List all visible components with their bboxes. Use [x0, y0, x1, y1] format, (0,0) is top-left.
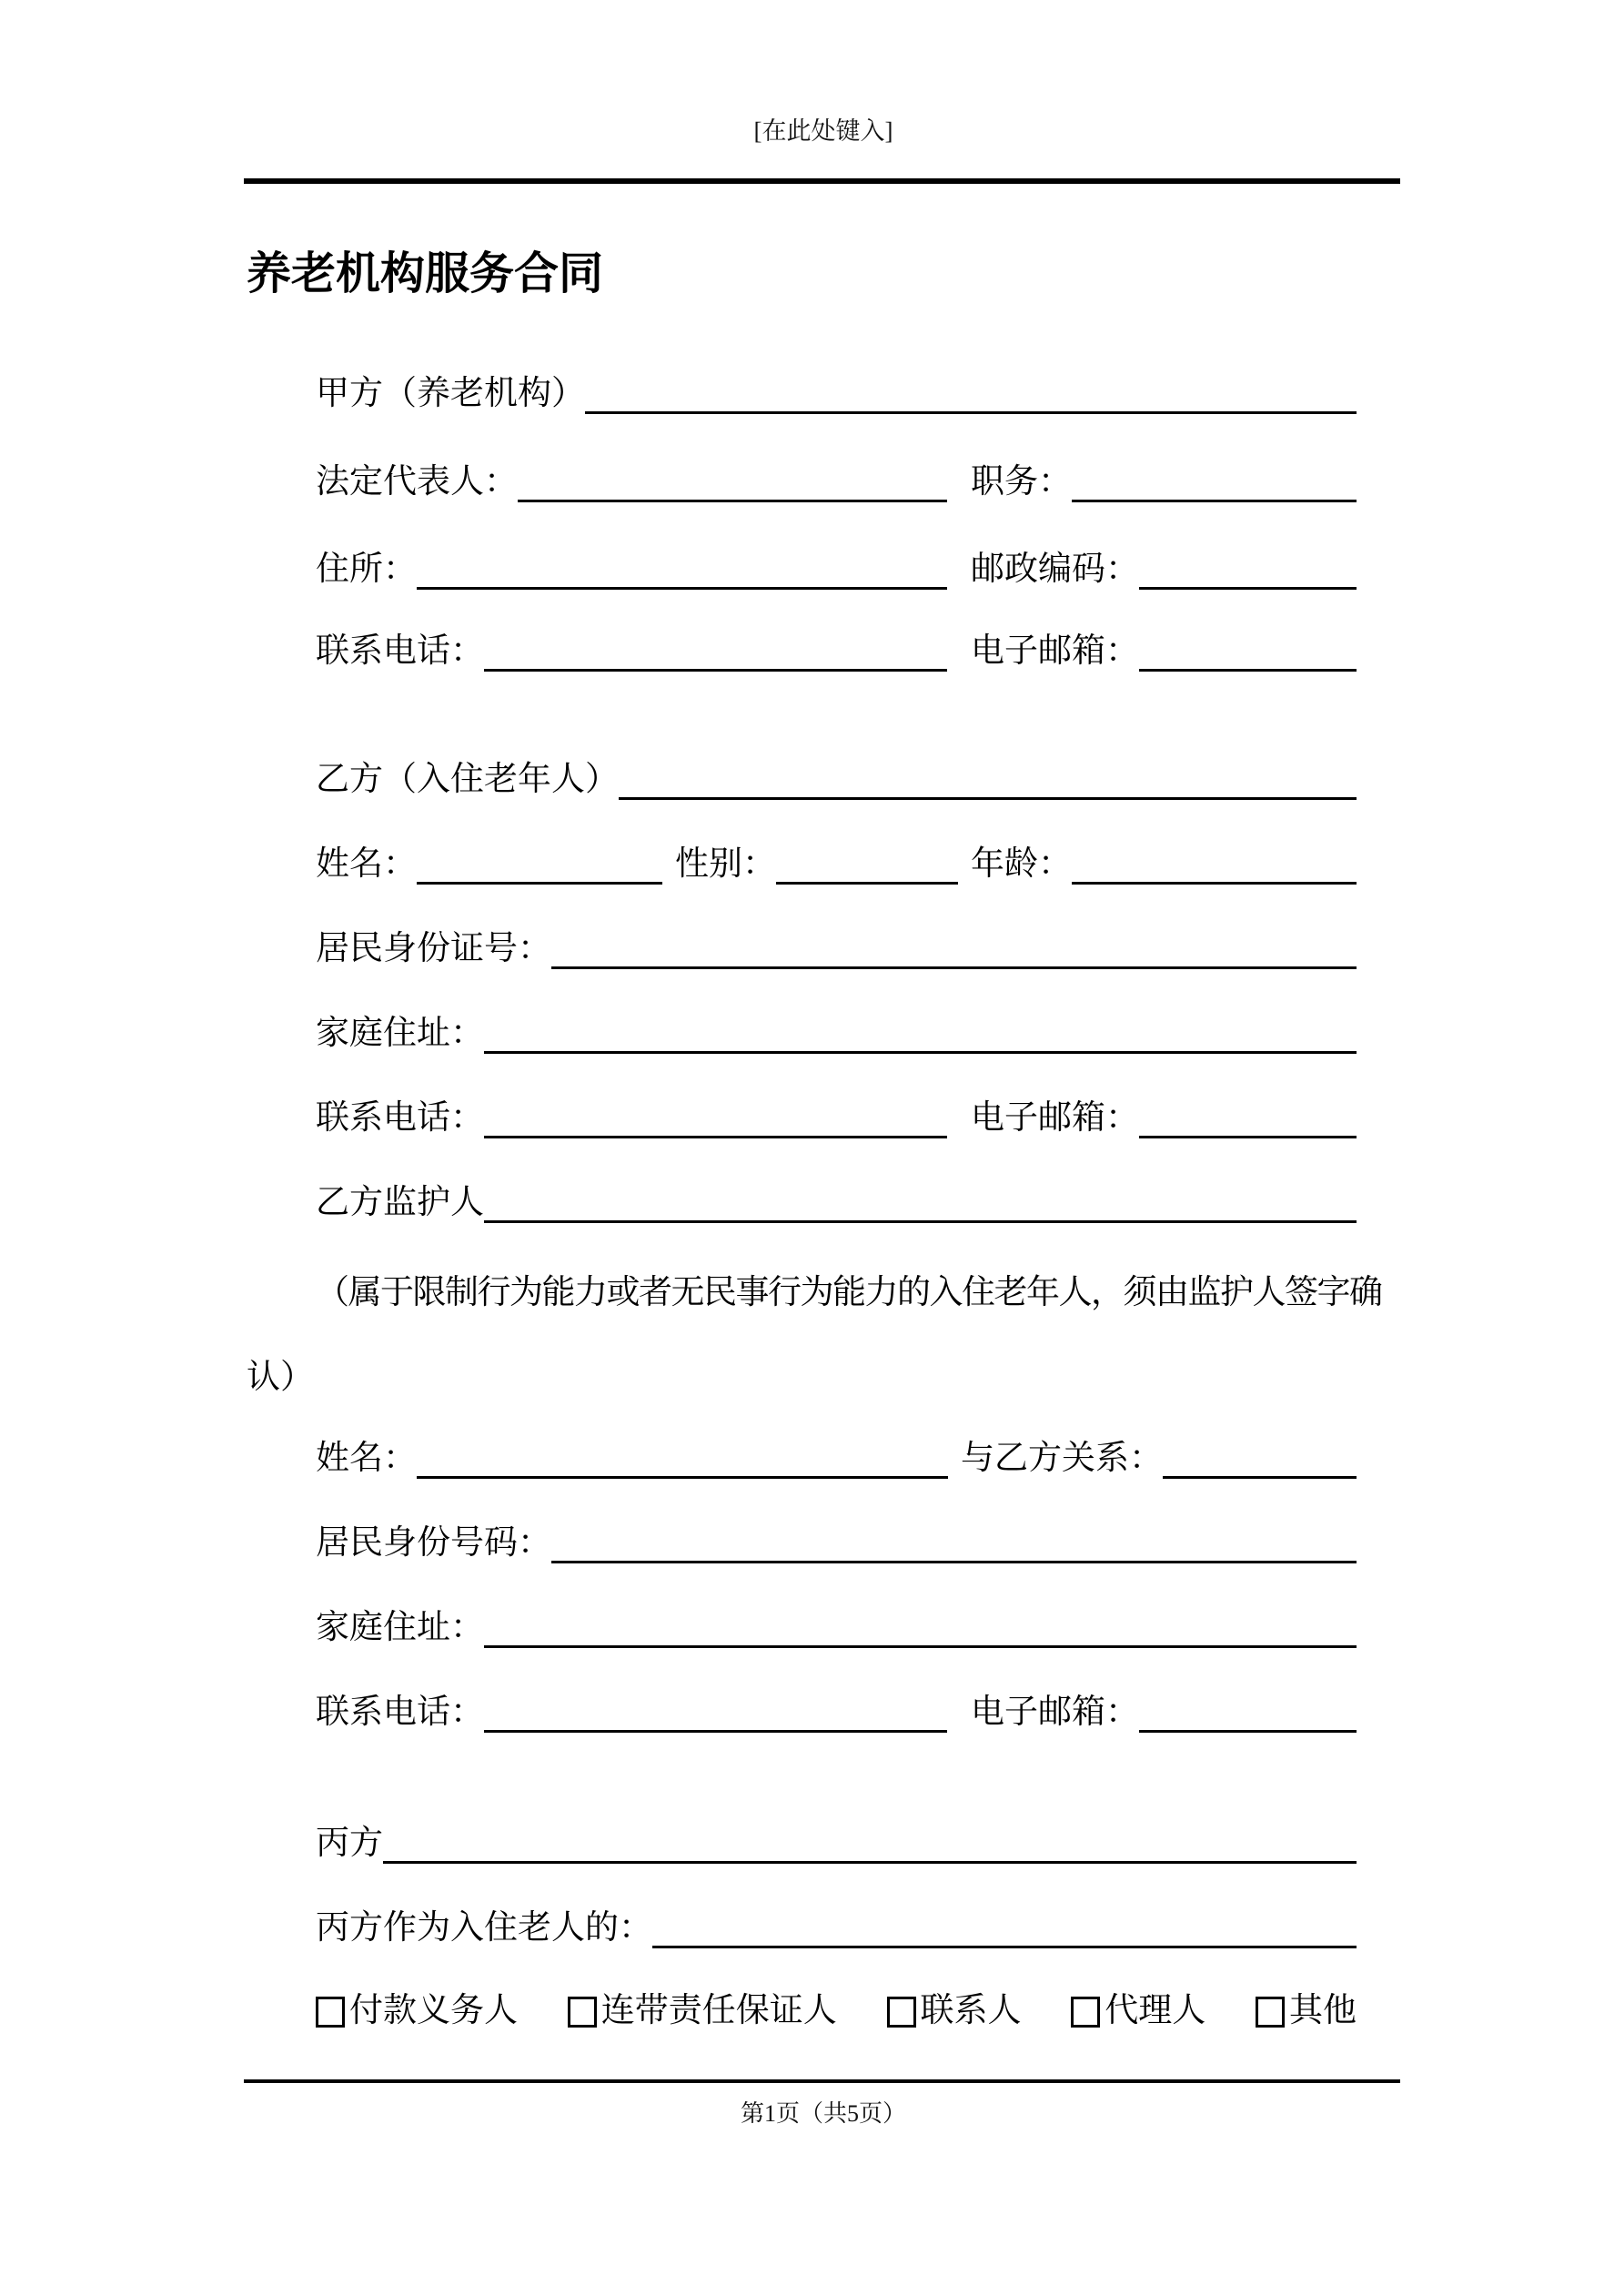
- row-party-a-phone: [316, 624, 1357, 672]
- row-party-a-address: [316, 542, 1357, 590]
- party-a-address-label: 住所：: [316, 550, 417, 587]
- position-field[interactable]: [1072, 492, 1357, 502]
- guardian-relation-field[interactable]: [1163, 1469, 1357, 1479]
- row-party-b-name-gender-age: [316, 837, 1357, 885]
- legal-rep-field[interactable]: [518, 492, 947, 502]
- guardian-email-field[interactable]: [1139, 1723, 1357, 1733]
- guardian-name-field[interactable]: [484, 1213, 1357, 1223]
- guardian-note-line2: 认）: [247, 1358, 314, 1395]
- party-a-email-label: 电子邮箱：: [971, 632, 1139, 669]
- guardian-relation-label: 与乙方关系：: [961, 1439, 1163, 1476]
- row-guardian-id: [316, 1516, 1357, 1563]
- party-b-name-field[interactable]: [619, 790, 1357, 800]
- party-b-address-label: 家庭住址：: [316, 1014, 484, 1051]
- party-c-name-field[interactable]: [383, 1854, 1357, 1864]
- party-c-role-field[interactable]: [652, 1938, 1357, 1948]
- checkbox-contact-person[interactable]: [887, 1989, 1022, 2031]
- header-placeholder[interactable]: [在此处键入]: [753, 117, 893, 145]
- guardian-phone-field[interactable]: [484, 1723, 947, 1733]
- legal-rep-label: 法定代表人：: [316, 462, 518, 500]
- checkbox-payment-obligor[interactable]: [316, 1989, 518, 2031]
- party-b-email-label: 电子邮箱：: [971, 1098, 1139, 1136]
- party-a-phone-label: 联系电话：: [316, 632, 484, 669]
- row-guardian-heading: [316, 1176, 1357, 1223]
- row-party-b-heading: [316, 753, 1357, 800]
- row-party-b-address: [316, 1006, 1357, 1054]
- checkbox-other[interactable]: [1256, 1989, 1357, 2031]
- party-c-role-options: [316, 1984, 1357, 2031]
- party-b-gender-label: 性别：: [675, 845, 776, 882]
- party-c-role-label: 丙方作为入住老人的：: [316, 1908, 652, 1946]
- party-b-age-label: 年龄：: [971, 845, 1072, 882]
- guardian-address-label: 家庭住址：: [316, 1608, 484, 1645]
- checkbox-label: 联系人: [920, 1991, 1022, 2028]
- party-a-name-field[interactable]: [585, 404, 1357, 414]
- checkbox-icon: [1071, 1997, 1100, 2028]
- party-b-id-field[interactable]: [551, 959, 1357, 969]
- party-a-email-field[interactable]: [1139, 662, 1357, 672]
- guardian-email-label: 电子邮箱：: [971, 1693, 1139, 1730]
- footer-page-number: 第1页（共5页）: [740, 2100, 906, 2127]
- guardian-heading-label: 乙方监护人: [316, 1183, 484, 1220]
- checkbox-icon: [568, 1997, 597, 2028]
- guardian-note-line1: （属于限制行为能力或者无民事行为能力的入住老年人，须由监护人签字确: [316, 1273, 1382, 1310]
- position-label: 职务：: [971, 462, 1072, 500]
- party-b-name-label: 姓名：: [316, 845, 417, 882]
- row-party-b-phone: [316, 1091, 1357, 1138]
- checkbox-label: 其他: [1289, 1991, 1357, 2028]
- guardian-id-field[interactable]: [551, 1553, 1357, 1563]
- checkbox-icon: [316, 1997, 345, 2028]
- guardian-name-value-field[interactable]: [417, 1469, 948, 1479]
- footer-rule: [244, 2079, 1400, 2083]
- checkbox-label: 代理人: [1105, 1991, 1206, 2028]
- party-b-id-label: 居民身份证号：: [316, 929, 551, 966]
- postcode-field[interactable]: [1139, 580, 1357, 590]
- guardian-id-label: 居民身份号码：: [316, 1523, 551, 1561]
- guardian-name-label: 姓名：: [316, 1439, 417, 1476]
- party-a-phone-field[interactable]: [484, 662, 947, 672]
- row-party-b-id: [316, 922, 1357, 969]
- row-guardian-phone: [316, 1685, 1357, 1733]
- checkbox-icon: [887, 1997, 916, 2028]
- checkbox-joint-guarantor[interactable]: [568, 1989, 837, 2031]
- postcode-label: 邮政编码：: [971, 550, 1139, 587]
- party-b-age-field[interactable]: [1072, 875, 1357, 885]
- checkbox-label: 连带责任保证人: [600, 1991, 837, 2028]
- party-b-heading-label: 乙方（入住老年人）: [316, 760, 619, 797]
- party-b-name-value-field[interactable]: [417, 875, 662, 885]
- row-guardian-name-relation: [316, 1431, 1357, 1479]
- party-b-phone-field[interactable]: [484, 1128, 947, 1138]
- row-party-a-legal-rep: [316, 455, 1357, 502]
- party-b-email-field[interactable]: [1139, 1128, 1357, 1138]
- checkbox-label: 付款义务人: [349, 1991, 518, 2028]
- guardian-phone-label: 联系电话：: [316, 1693, 484, 1730]
- row-guardian-address: [316, 1601, 1357, 1648]
- party-b-phone-label: 联系电话：: [316, 1098, 484, 1136]
- party-a-heading-label: 甲方（养老机构）: [316, 374, 585, 411]
- party-b-gender-field[interactable]: [776, 875, 958, 885]
- header-rule: [244, 178, 1400, 184]
- page-title: 养老机构服务合同: [247, 248, 604, 298]
- party-a-address-field[interactable]: [417, 580, 947, 590]
- guardian-address-field[interactable]: [484, 1638, 1357, 1648]
- party-b-address-field[interactable]: [484, 1044, 1357, 1054]
- row-party-c-heading: [316, 1816, 1357, 1864]
- checkbox-icon: [1256, 1997, 1285, 2028]
- party-c-heading-label: 丙方: [316, 1824, 383, 1861]
- checkbox-agent[interactable]: [1071, 1989, 1205, 2031]
- row-party-c-role: [316, 1901, 1357, 1948]
- row-party-a-heading: [316, 367, 1357, 414]
